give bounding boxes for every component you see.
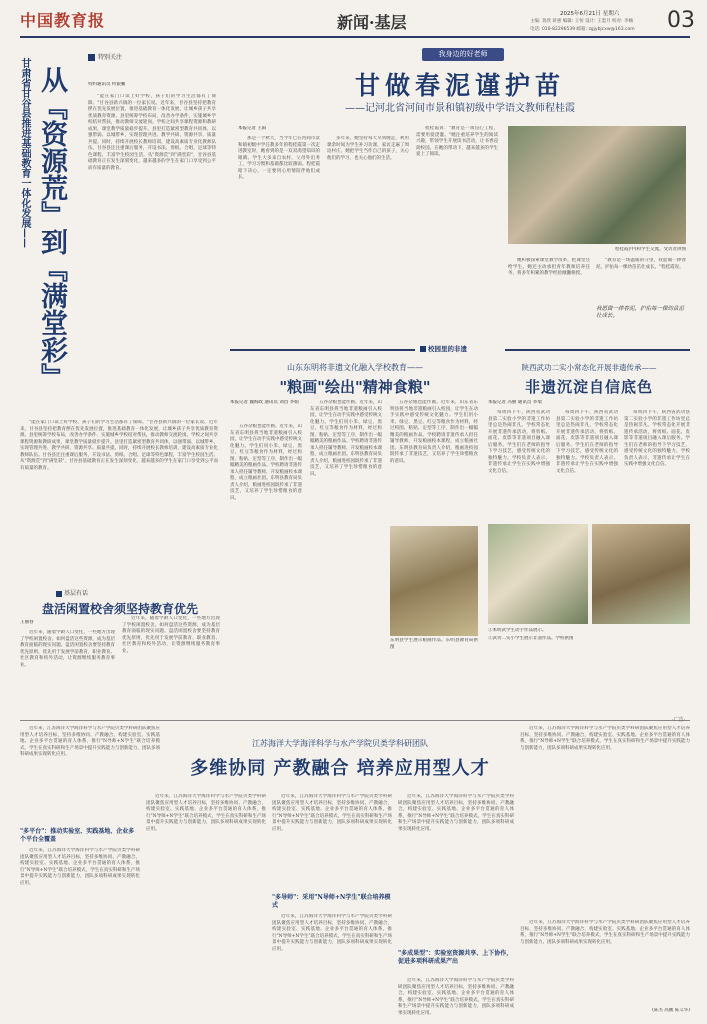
wugong-photo-2 bbox=[592, 524, 690, 624]
newspaper-logo: 中国教育报 bbox=[20, 11, 106, 30]
editor-line: 主编: 蒋欣 蒋惠 编辑: 王恒 设计: 王墨月 校对: 李楠 bbox=[530, 19, 634, 24]
gangu-byline: 特约通讯员 何银鹏 bbox=[88, 82, 126, 87]
feature-photo-caption: 程桂霞(中)和学生交流。受访者供图 bbox=[614, 247, 686, 252]
gangu-body-bottom: "能在家门口读上好学校，孩子们的学习生活都有了保障。"甘谷县新兴镇的一位家长说。近年来，甘谷县坚持把教育摆在优先发展位置，推进基础教育一体化发展，让城乡孩子共享优质教育资源。县里统筹学校布局，改善办学条件，实施城乡学校结对帮扶，推动教师交流轮岗。学校之间共享课程资源和教研成果，课堂教学质量稳步提升。县里打造紧密型教育共同体，以强带弱、以城带乡，实现管理共进、教学共研、资源共享、质量共提。同时，持续开展校长教师培训，建设高素质专业化教师队伍。甘谷县还注重课后服务，开设书法、剪纸、合唱、足球等特色课程，丰富学生校园生活。从"资源荒"到"满堂彩"，甘谷县基础教育正在发生深刻变化，越来越多的学生在家门口享受到公平而有质量的教育。 bbox=[20, 420, 218, 471]
contact-line: 电话: 010-82296539 邮箱: zgjybjcxw@163.com bbox=[530, 27, 635, 32]
jiangsu-sub1: "多平台"：推动实验室、实践基地、企业多个平台全覆盖 bbox=[20, 828, 135, 843]
jiangsu-col-b: 近年来，江苏海洋大学海洋科学与水产学院贝类学科研团队聚焦应用型人才培养目标，坚持多维协同、产教融合，构建实验室、实践基地、企业多平台贯通的育人体系，推行"N导师+N学生"联合培养模式，学生在真实科研和生产场景中提升实践能力与创新能力，团队多项科研成果实现转化应用。 bbox=[146, 794, 266, 832]
section-divider bbox=[20, 720, 690, 721]
feature-title: 甘做春泥谨护苗 bbox=[354, 71, 565, 100]
feature-tag-label: 我身边的好老师 bbox=[438, 50, 488, 58]
wugong-kicker: 陕西武功二实小常态化开展非遗传承—— bbox=[521, 363, 657, 372]
gangu-article bbox=[20, 44, 218, 584]
masthead bbox=[0, 0, 707, 40]
idle-tag-label: 基层有话 bbox=[64, 590, 89, 597]
feature-col-b: 多年来，她坚持每天早到晚走，利用课余时间为学生补习功课，家访走遍了周边村庄。她把学生当作自己的孩子，关心他们的学习，也关心他们的生活。 bbox=[327, 136, 409, 161]
feature-col-e: "教育是一场温暖的守望，我愿做一捧春泥，护佑每一棵幼苗茁壮成长。"程桂霞说。 bbox=[596, 258, 686, 270]
band-rule-left bbox=[230, 349, 415, 351]
jiangsu-col-c: 近年来，江苏海洋大学海洋科学与水产学院贝类学科研团队聚焦应用型人才培养目标，坚持多维协同、产教融合，构建实验室、实践基地、企业多平台贯通的育人体系，推行"N导师+N学生"联合培养模式，学生在真实科研和生产场景中提升实践能力与创新能力，团队多项科研成果实现转化应用。 bbox=[272, 794, 392, 832]
feature-photo bbox=[508, 126, 686, 244]
jiangsu-col-right: 近年来，江苏海洋大学海洋科学与水产学院贝类学科研团队聚焦应用型人才培养目标，坚持多维协同、产教融合，构建实验室、实践基地、企业多平台贯通的育人体系，推行"N导师+N学生"联合培养模式，学生在真实科研和生产场景中提升实践能力与创新能力，团队多项科研成果实现转化应用。 bbox=[520, 726, 690, 751]
band-label bbox=[420, 344, 467, 353]
jiangsu-col-a: 近年来，江苏海洋大学海洋科学与水产学院贝类学科研团队聚焦应用型人才培养目标，坚持多维协同、产教融合，构建实验室、实践基地、企业多平台贯通的育人体系，推行"N导师+N学生"联合培养模式，学生在真实科研和生产场景中提升实践能力与创新能力，团队多项科研成果实现转化应用。 bbox=[20, 848, 140, 886]
shandong-kicker: 山东东明将非遗文化融入学校教育—— bbox=[287, 363, 423, 372]
idle-school-article bbox=[20, 588, 220, 716]
feature-subtitle: ——记河北省河间市景和镇初级中学语文教师程桂霞 bbox=[345, 103, 575, 114]
band-marker-icon bbox=[420, 346, 426, 352]
feature-col-a: 那是一个秋天，当今年已在河间市景和镇初级中学任教多年的程桂霞第一次走进教室时，她看到的是一双双渴望知识的眼睛。学生大多来自农村，父母外出务工，学习习惯和基础都比较薄弱。程桂霞暗下决心，一定要用心用情陪伴他们成长。 bbox=[238, 136, 320, 180]
idle-headline: 盘活闲置校舍须坚持教育优先 bbox=[41, 602, 198, 616]
page-number: 03 bbox=[667, 8, 695, 33]
idle-tag bbox=[56, 588, 88, 597]
jiangsu-col-d: 近年来，江苏海洋大学海洋科学与水产学院贝类学科研团队聚焦应用型人才培养目标，坚持多维协同、产教融合，构建实验室、实践基地、企业多平台贯通的育人体系，推行"N导师+N学生"联合培养模式，学生在真实科研和生产场景中提升实践能力与创新能力，团队多项科研成果实现转化应用。 bbox=[398, 794, 514, 832]
wugong-byline: 本报记者 冯丽 通讯员 李瑞 bbox=[488, 400, 542, 405]
wugong-caption-1: ①本明武学生动手作品展示。 bbox=[488, 628, 547, 633]
shandong-photo-caption: 东明县学生展示粮画作品。东明县教育局供图 bbox=[390, 638, 478, 650]
ad-marker: ·广告· bbox=[672, 717, 686, 723]
masthead-rule bbox=[20, 36, 690, 38]
wugong-article bbox=[488, 358, 690, 654]
jiangsu-sub3: "多成果型"：实验室资源共享、上下协作，促进多项科研成果产出 bbox=[398, 950, 513, 965]
wugong-photo-1 bbox=[488, 524, 588, 624]
wugong-headline: 非遗沉淀自信底色 bbox=[524, 378, 653, 396]
wugong-col-c: 每周四下午，陕西省武功县第二实验小学的非遗工作坊里总是热闹非凡。学校常态化开展非遗传承活动，将剪纸、面花、皮影等非遗项目融入课后服务。学生们在老师的指导下学习技艺，感受传统文化的独特魅力。学校负责人表示，非遗传承让学生在实践中增强文化自信。 bbox=[624, 410, 690, 467]
idle-col-b: 近年来，随着学龄人口变化，一些地方出现了学校闲置校舍。如何盘活这些资源，成为基层教育面临的现实问题。盘活闲置校舍要坚持教育优先原则，优先用于发展学前教育、职业教育、社区教育和校外活动，让资源继续服务教育事业。 bbox=[122, 616, 220, 654]
jiangsu-headline: 多维协同 产教融合 培养应用型人才 bbox=[190, 758, 490, 779]
tag-marker-icon bbox=[56, 591, 62, 597]
jiangsu-col-c2: 近年来，江苏海洋大学海洋科学与水产学院贝类学科研团队聚焦应用型人才培养目标，坚持多维协同、产教融合，构建实验室、实践基地、企业多平台贯通的育人体系，推行"N导师+N学生"联合培养模式，学生在真实科研和生产场景中提升实践能力与创新能力，团队多项科研成果实现转化应用。 bbox=[272, 914, 392, 952]
gangu-headline: 从『资源荒』到『满堂彩』 bbox=[36, 66, 67, 390]
pull-quote: 我愿做一捧春泥，护佑每一棵幼苗茁壮成长。 bbox=[596, 306, 685, 319]
jiangsu-footer: (陈杰 高鹏 陈义华) bbox=[652, 1008, 690, 1013]
special-tag bbox=[88, 52, 122, 61]
idle-col-a: 近年来，随着学龄人口变化，一些地方出现了学校闲置校舍。如何盘活这些资源，成为基层教育面临的现实问题。盘活闲置校舍要坚持教育优先原则，优先用于发展学前教育、职业教育、社区教育和校外活动，让资源继续服务教育事业。 bbox=[20, 630, 115, 668]
wugong-caption-2: ②武功二实小学生展示非遗作品。学校供图 bbox=[488, 636, 574, 641]
shandong-col-c: 五谷杂粮也能作画。近年来，山东省东明县将当地非遗粮画引入校园，让学生在动手实践中感受传统文化魅力。学生们用小米、绿豆、黑豆、红豆等粮食作为材料，经过构图、粘贴、定型等工序，制作出一幅幅精美的粮画作品。学校聘请非遗传承人担任辅导教师，开发粮画校本课程，成立粮画社团。东明县教育局负责人介绍，粮画进校园既传承了非遗技艺，又培养了学生珍惜粮食的意识。 bbox=[390, 400, 478, 464]
band-rule-right bbox=[505, 349, 690, 351]
feature-col-d: 她积极探索课堂教学改革，把课堂还给学生。她还主动承担青年教师培养任务，将多年积累的教学经验倾囊相授。 bbox=[508, 258, 590, 276]
jiangsu-kicker: 江苏海洋大学海洋科学与水产学院贝类学科研团队 bbox=[252, 739, 428, 748]
jiangsu-col-intro: 近年来，江苏海洋大学海洋科学与水产学院贝类学科研团队聚焦应用型人才培养目标，坚持多维协同、产教融合，构建实验室、实践基地、企业多平台贯通的育人体系，推行"N导师+N学生"联合培养模式，学生在真实科研和生产场景中提升实践能力与创新能力，团队多项科研成果实现转化应用。 bbox=[20, 726, 160, 757]
heritage-band bbox=[230, 344, 690, 354]
section-title: 新闻·基层 bbox=[337, 13, 407, 32]
shandong-col-b: 五谷杂粮也能作画。近年来，山东省东明县将当地非遗粮画引入校园，让学生在动手实践中感受传统文化魅力。学生们用小米、绿豆、黑豆、红豆等粮食作为材料，经过构图、粘贴、定型等工序，制作出一幅幅精美的粮画作品。学校聘请非遗传承人担任辅导教师，开发粮画校本课程，成立粮画社团。东明县教育局负责人介绍，粮画进校园既传承了非遗技艺，又培养了学生珍惜粮食的意识。 bbox=[310, 400, 382, 477]
jiangsu-col-d2: 近年来，江苏海洋大学海洋科学与水产学院贝类学科研团队聚焦应用型人才培养目标，坚持多维协同、产教融合，构建实验室、实践基地、企业多平台贯通的育人体系，推行"N导师+N学生"联合培养模式，学生在真实科研和生产场景中提升实践能力与创新能力，团队多项科研成果实现转化应用。 bbox=[398, 978, 514, 1016]
shandong-article bbox=[230, 358, 480, 654]
vertical-deck: 甘肃省甘谷县推进基础教育一体化发展—— bbox=[19, 58, 30, 248]
gangu-body-top: "能在家门口读上好学校，孩子们的学习生活都有了保障。"甘谷县新兴镇的一位家长说。近年来，甘谷县坚持把教育摆在优先发展位置，推进基础教育一体化发展，让城乡孩子共享优质教育资源。县里统筹学校布局，改善办学条件，实施城乡学校结对帮扶，推动教师交流轮岗。学校之间共享课程资源和教研成果，课堂教学质量稳步提升。县里打造紧密型教育共同体，以强带弱、以城带乡，实现管理共进、教学共研、资源共享、质量共提。同时，持续开展校长教师培训，建设高素质专业化教师队伍。甘谷县还注重课后服务，开设书法、剪纸、合唱、足球等特色课程，丰富学生校园生活。从"资源荒"到"满堂彩"，甘谷县基础教育正在发生深刻变化，越来越多的学生在家门口享受到公平而有质量的教育。 bbox=[88, 94, 216, 171]
shandong-col-a: 五谷杂粮也能作画。近年来，山东省东明县将当地非遗粮画引入校园，让学生在动手实践中感受传统文化魅力。学生们用小米、绿豆、黑豆、红豆等粮食作为材料，经过构图、粘贴、定型等工序，制作出一幅幅精美的粮画作品。学校聘请非遗传承人担任辅导教师，开发粮画校本课程，成立粮画社团。东明县教育局负责人介绍，粮画进校园既传承了非遗技艺，又培养了学生珍惜粮食的意识。 bbox=[230, 424, 302, 501]
feature-article bbox=[230, 44, 690, 340]
jiangsu-col-right2: 近年来，江苏海洋大学海洋科学与水产学院贝类学科研团队聚焦应用型人才培养目标，坚持多维协同、产教融合，构建实验室、实践基地、企业多平台贯通的育人体系，推行"N导师+N学生"联合培养模式，学生在真实科研和生产场景中提升实践能力与创新能力，团队多项科研成果实现转化应用。 bbox=[520, 920, 690, 945]
shandong-headline: "粮画"绘出"精神食粮" bbox=[279, 378, 431, 396]
jiangsu-article bbox=[20, 724, 690, 1020]
idle-byline: 王丽春 bbox=[20, 620, 34, 625]
feature-byline: 本报记者 王阳 bbox=[238, 126, 267, 131]
shandong-photo bbox=[390, 526, 478, 636]
feature-col-c: 程桂霞说："教育是一项良心工程，需要用爱浇灌。"她注重培养学生的阅读兴趣，带领学生开展读书活动，让书香浸润校园。在她的带动下，越来越多的学生爱上了阅读。 bbox=[416, 126, 498, 157]
band-label-text: 校园里的非遗 bbox=[428, 345, 467, 353]
wugong-col-a: 每周四下午，陕西省武功县第二实验小学的非遗工作坊里总是热闹非凡。学校常态化开展非遗传承活动，将剪纸、面花、皮影等非遗项目融入课后服务。学生们在老师的指导下学习技艺，感受传统文化的独特魅力。学校负责人表示，非遗传承让学生在实践中增强文化自信。 bbox=[488, 410, 550, 474]
jiangsu-sub2: "多导师"：采用"N导师+N学生"联合培养模式 bbox=[272, 894, 391, 909]
wugong-col-b: 每周四下午，陕西省武功县第二实验小学的非遗工作坊里总是热闹非凡。学校常态化开展非遗传承活动，将剪纸、面花、皮影等非遗项目融入课后服务。学生们在老师的指导下学习技艺，感受传统文化的独特魅力。学校负责人表示，非遗传承让学生在实践中增强文化自信。 bbox=[556, 410, 618, 474]
issue-date: 2025年6月21日 星期六 bbox=[560, 11, 620, 17]
shandong-byline: 本报记者 魏海政 通讯员 刘昌 李娟 bbox=[230, 400, 299, 405]
tag-marker-icon bbox=[88, 54, 95, 61]
feature-tag bbox=[422, 48, 504, 61]
special-tag-label: 特别关注 bbox=[98, 54, 123, 61]
